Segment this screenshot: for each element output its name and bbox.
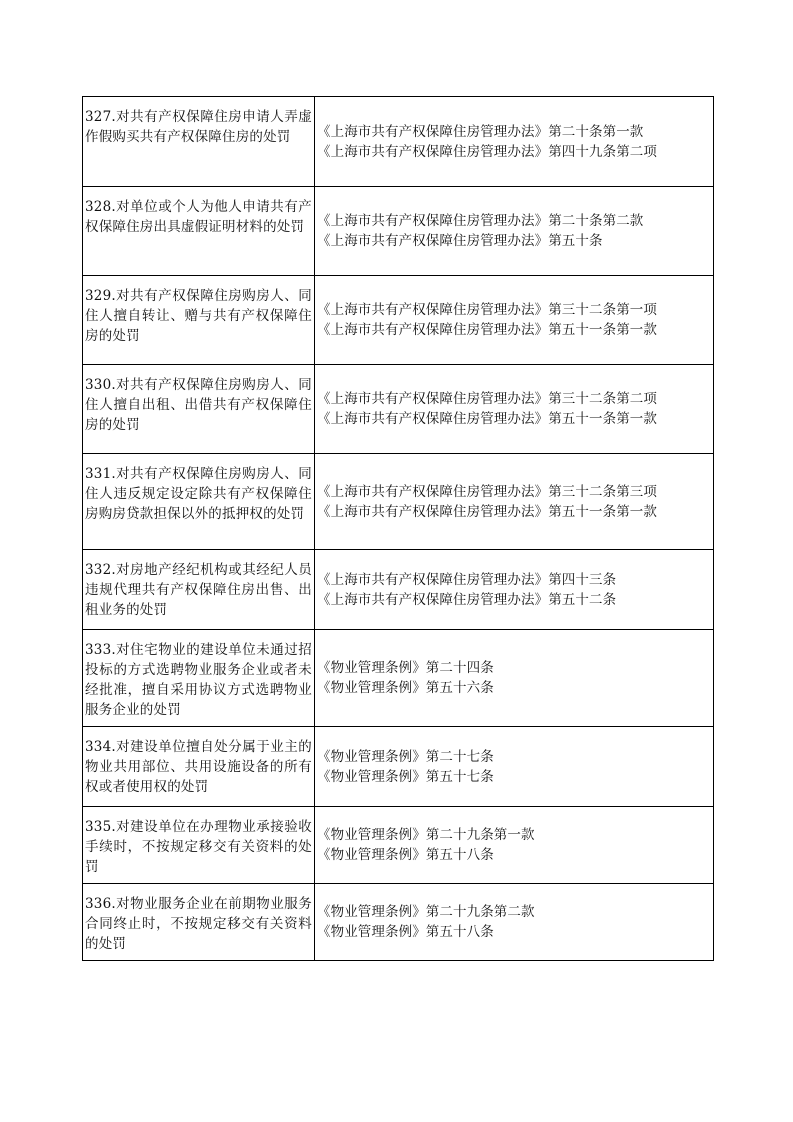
penalty-item-cell bbox=[83, 97, 315, 187]
legal-basis-line: 《上海市共有产权保障住房管理办法》第二十条第一款 bbox=[317, 123, 644, 140]
table-row bbox=[83, 276, 714, 365]
table-row bbox=[83, 727, 714, 807]
penalty-item-cell bbox=[83, 727, 315, 807]
table-row bbox=[83, 884, 714, 961]
table-row bbox=[83, 454, 714, 550]
legal-basis-cell bbox=[315, 727, 714, 807]
penalty-item-cell bbox=[83, 884, 315, 961]
penalty-item-cell bbox=[83, 276, 315, 365]
legal-basis-line: 《上海市共有产权保障住房管理办法》第三十二条第二项 bbox=[317, 391, 657, 407]
penalty-item-text: 336.对物业服务企业在前期物业服务合同终止时，不按规定移交有关资料的处罚 bbox=[85, 896, 312, 952]
legal-basis-cell bbox=[315, 365, 714, 454]
legal-basis-line: 《上海市共有产权保障住房管理办法》第五十一条第一款 bbox=[317, 411, 657, 427]
legal-basis-line: 《物业管理条例》第五十六条 bbox=[317, 680, 494, 696]
penalty-item-text: 330.对共有产权保障住房购房人、同住人擅自出租、出借共有产权保障住房的处罚 bbox=[85, 377, 312, 433]
legal-basis-line: 《物业管理条例》第二十九条第一款 bbox=[317, 827, 535, 843]
legal-basis-line: 《物业管理条例》第五十八条 bbox=[317, 847, 494, 863]
penalty-item-cell bbox=[83, 807, 315, 884]
penalty-item-cell bbox=[83, 365, 315, 454]
legal-basis-cell bbox=[315, 630, 714, 727]
penalty-item-text: 328.对单位或个人为他人申请共有产权保障住房出具虚假证明材料的处罚 bbox=[85, 199, 312, 235]
penalty-basis-table bbox=[82, 96, 714, 961]
penalty-item-text: 333.对住宅物业的建设单位未通过招投标的方式选聘物业服务企业或者未经批准，擅自采用协议方式选聘物业服务企业的处罚 bbox=[85, 642, 312, 718]
legal-basis-line: 《上海市共有产权保障住房管理办法》第五十一条第一款 bbox=[317, 503, 657, 520]
legal-basis-cell bbox=[315, 884, 714, 961]
legal-basis-cell bbox=[315, 276, 714, 365]
table-row bbox=[83, 187, 714, 276]
table-row bbox=[83, 630, 714, 727]
legal-basis-line: 《物业管理条例》第五十七条 bbox=[317, 768, 494, 785]
legal-basis-line: 《物业管理条例》第二十九条第二款 bbox=[317, 904, 535, 920]
legal-basis-cell bbox=[315, 187, 714, 276]
legal-basis-line: 《上海市共有产权保障住房管理办法》第三十二条第一项 bbox=[317, 302, 657, 318]
legal-basis-cell bbox=[315, 807, 714, 884]
legal-basis-cell bbox=[315, 97, 714, 187]
legal-basis-line: 《物业管理条例》第五十八条 bbox=[317, 924, 494, 940]
legal-basis-cell bbox=[315, 454, 714, 550]
legal-basis-line: 《上海市共有产权保障住房管理办法》第三十二条第三项 bbox=[317, 483, 657, 500]
penalty-item-text: 329.对共有产权保障住房购房人、同住人擅自转让、赠与共有产权保障住房的处罚 bbox=[85, 288, 312, 344]
penalty-item-cell bbox=[83, 550, 315, 630]
legal-basis-cell bbox=[315, 550, 714, 630]
penalty-item-cell bbox=[83, 630, 315, 727]
table-row bbox=[83, 807, 714, 884]
penalty-item-cell bbox=[83, 187, 315, 276]
penalty-item-text: 331.对共有产权保障住房购房人、同住人违反规定设定除共有产权保障住房购房贷款担保以外的抵押权的处罚 bbox=[85, 466, 312, 522]
penalty-item-cell bbox=[83, 454, 315, 550]
legal-basis-line: 《上海市共有产权保障住房管理办法》第四十九条第二项 bbox=[317, 143, 657, 160]
legal-basis-line: 《物业管理条例》第二十四条 bbox=[317, 660, 494, 676]
legal-basis-line: 《物业管理条例》第二十七条 bbox=[317, 748, 494, 765]
legal-basis-line: 《上海市共有产权保障住房管理办法》第五十条 bbox=[317, 233, 603, 249]
legal-basis-line: 《上海市共有产权保障住房管理办法》第二十条第二款 bbox=[317, 213, 644, 229]
penalty-item-text: 334.对建设单位擅自处分属于业主的物业共用部位、共用设施设备的所有权或者使用权的处罚 bbox=[85, 739, 312, 795]
penalty-item-text: 335.对建设单位在办理物业承接验收手续时，不按规定移交有关资料的处罚 bbox=[85, 819, 312, 875]
legal-basis-line: 《上海市共有产权保障住房管理办法》第五十二条 bbox=[317, 591, 617, 608]
penalty-item-text: 327.对共有产权保障住房申请人弄虚作假购买共有产权保障住房的处罚 bbox=[85, 109, 312, 145]
table-row bbox=[83, 550, 714, 630]
table-row bbox=[83, 365, 714, 454]
penalty-item-text: 332.对房地产经纪机构或其经纪人员违规代理共有产权保障住房出售、出租业务的处罚 bbox=[85, 562, 312, 618]
legal-basis-line: 《上海市共有产权保障住房管理办法》第四十三条 bbox=[317, 571, 617, 588]
legal-basis-line: 《上海市共有产权保障住房管理办法》第五十一条第一款 bbox=[317, 322, 657, 338]
table-row bbox=[83, 97, 714, 187]
